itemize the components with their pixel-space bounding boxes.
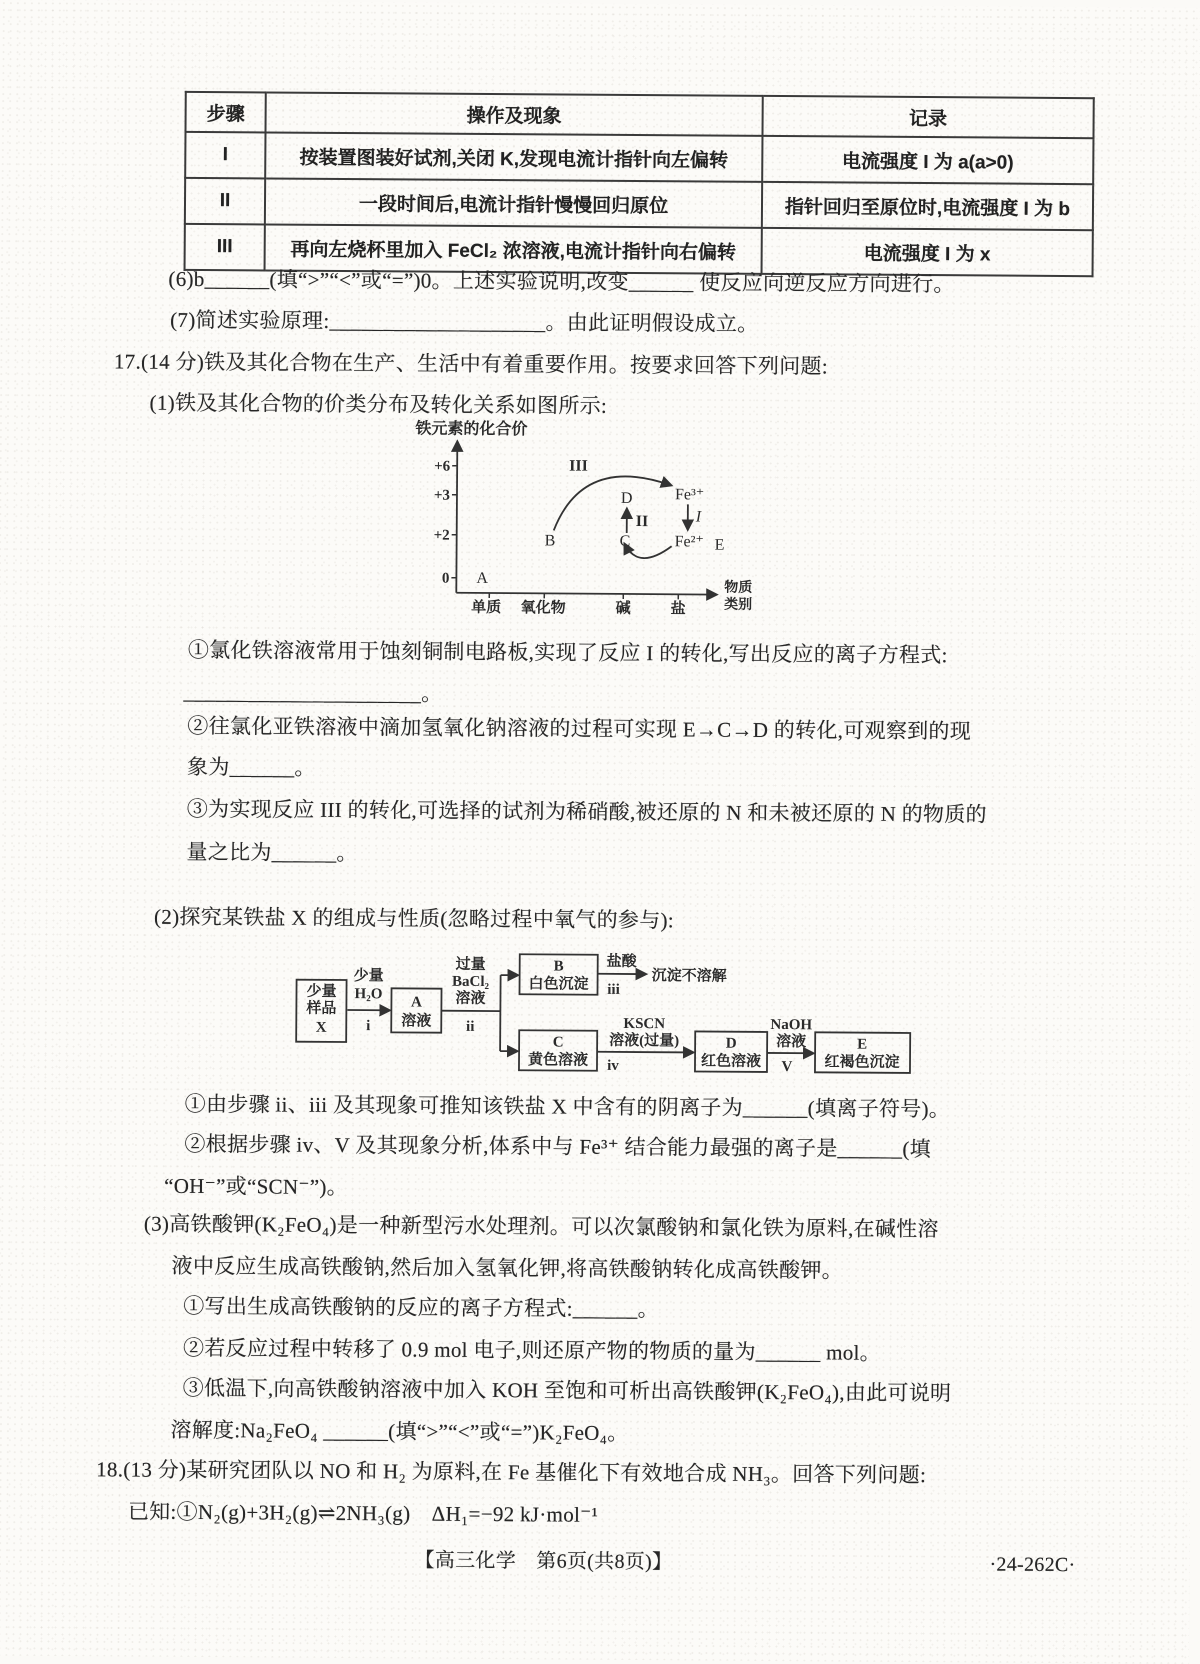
step-iv-reagent-line2: 溶液(过量): [609, 1031, 679, 1049]
part1-item3-line2: 量之比为______。: [186, 839, 357, 866]
box-b-line2: 白色沉淀: [528, 974, 588, 992]
step-v-reagent-line2: 溶液: [776, 1032, 806, 1050]
point-d: D: [621, 490, 633, 507]
part1-item1-blank: ______________________。: [183, 679, 442, 707]
chart-y-axis-title: 铁元素的化合价: [414, 418, 527, 438]
reaction-ii-label: II: [636, 513, 649, 530]
x-tick-label: 碱: [616, 600, 631, 617]
x-tick-label: 盐: [671, 599, 686, 617]
step-v-number: V: [782, 1059, 793, 1075]
box-d-line2: 红色溶液: [701, 1051, 761, 1069]
reaction-iii-label: III: [569, 458, 588, 475]
question-17-part2: (2)探究某铁盐 X 的组成与性质(忽略过程中氧气的参与):: [154, 904, 674, 934]
part3-item3-line2: 溶解度:Na₂FeO₄ ______(填“>”“<”或“=”)K₂FeO₄。: [170, 1417, 628, 1446]
part2-item1-line: ①由步骤 ii、iii 及其现象可推知该铁盐 X 中含有的阴离子为______(填离子符号)。: [185, 1091, 951, 1123]
iron-salt-flow-diagram: [273, 950, 919, 1084]
part1-item3-line1: ③为实现反应 III 的转化,可选择的试剂为稀硝酸,被还原的 N 和未被还原的 N 的物质的: [187, 796, 987, 828]
y-tick-label: +2: [434, 528, 450, 544]
page-footer-center: 【高三化学 第6页(共8页)】: [414, 1549, 672, 1576]
part1-item2-line1: ②往氯化亚铁溶液中滴加氢氧化钠溶液的过程可实现 E→C→D 的转化,可观察到的现: [187, 713, 971, 745]
box-a-line2: 溶液: [401, 1011, 431, 1029]
question-17-part3-line2: 液中反应生成高铁酸钠,然后加入氢氧化钾,将高铁酸钠转化成高铁酸钾。: [171, 1253, 843, 1284]
part3-item2-line: ②若反应过程中转移了 0.9 mol 电子,则还原产物的物质的量为______ mol。: [183, 1335, 881, 1366]
table-header-row: [186, 92, 1094, 138]
step-i-reagent-line2: H₂O: [355, 986, 383, 1002]
step-ii-reagent-line3: 溶液: [455, 989, 485, 1007]
question-17-part3-line1: (3)高铁酸钾(K₂FeO₄)是一种新型污水处理剂。可以次氯酸钠和氯化铁为原料,在碱性溶: [144, 1211, 939, 1243]
question-18-known-equation: 已知:①N₂(g)+3H₂(g)⇌2NH₃(g) ΔH₁=−92 kJ·mol⁻¹: [128, 1499, 598, 1529]
question-17-intro: 17.(14 分)铁及其化合物在生产、生活中有着重要作用。按要求回答下列问题:: [114, 348, 828, 379]
x-axis: [456, 593, 716, 595]
box-sample-x-line2: 样品: [305, 999, 336, 1017]
reaction-iii-arrow: [554, 476, 671, 531]
result-precipitate-insoluble: 沉淀不溶解: [652, 966, 727, 985]
step-ii-reagent-line2: BaCl₂: [452, 974, 490, 990]
record-cell: 指针回归至原位时,电流强度 I 为 b: [762, 182, 1093, 230]
operation-cell: 再向左烧杯里加入 FeCl₂ 浓溶液,电流计指针向右偏转: [265, 224, 762, 273]
part3-item1-line: ①写出生成高铁酸钠的反应的离子方程式:______。: [183, 1293, 659, 1323]
y-tick-label: +6: [434, 459, 451, 475]
part2-item2-line1: ②根据步骤 iv、V 及其现象分析,体系中与 Fe³⁺ 结合能力最强的离子是______(填: [184, 1131, 931, 1162]
table-header-record: 记录: [762, 96, 1093, 138]
experiment-record-table: [184, 91, 1095, 277]
y-tick-label: 0: [442, 571, 450, 587]
step-cell: II: [185, 178, 265, 225]
x-tick-label: 单质: [471, 598, 501, 616]
iron-valence-chart: [386, 417, 787, 625]
scan-artifact-smudge: [1109, 0, 1200, 38]
box-sample-x-line3: X: [316, 1020, 327, 1036]
box-e-line2: 红褐色沉淀: [824, 1052, 899, 1071]
step-iv-reagent-line1: KSCN: [623, 1016, 665, 1032]
question-6-line: (6)b______(填“>”“<”或“=”)0。上述实验说明,改变______ 使反应向逆反应方向进行。: [168, 266, 954, 298]
part3-item3-line1: ③低温下,向高铁酸钠溶液中加入 KOH 至饱和可析出高铁酸钾(K₂FeO₄),由此可说明: [183, 1375, 952, 1407]
point-fe2plus: Fe²⁺: [675, 533, 704, 550]
step-iii-reagent: 盐酸: [607, 952, 638, 970]
step-i-reagent-line1: 少量: [354, 966, 384, 984]
question-17-part1: (1)铁及其化合物的价类分布及转化关系如图所示:: [150, 390, 608, 419]
y-axis: [456, 442, 457, 593]
step-iv-number: iv: [607, 1058, 619, 1074]
x-axis-title-line1: 物质: [724, 579, 752, 596]
reaction-i-label: I: [695, 508, 702, 525]
point-c: C: [620, 533, 631, 550]
question-18-intro: 18.(13 分)某研究团队以 NO 和 H₂ 为原料,在 Fe 基催化下有效地合成 NH₃。回答下列问题:: [96, 1456, 926, 1488]
page-footer-code: ·24-262C·: [989, 1553, 1075, 1579]
record-cell: 电流强度 I 为 a(a>0): [762, 136, 1093, 184]
step-iv-arrow: [597, 1052, 693, 1053]
step-iii-number: iii: [607, 982, 620, 998]
operation-cell: 一段时间后,电流计指针慢慢回归原位: [265, 178, 762, 227]
box-c-line2: 黄色溶液: [528, 1050, 588, 1068]
box-sample-x-line1: 少量: [306, 982, 336, 1000]
x-tick-label: 氧化物: [521, 598, 566, 616]
step-v-reagent-line1: NaOH: [770, 1017, 812, 1033]
part1-item2-line2: 象为______。: [187, 754, 316, 781]
fe2-to-c-arrow: [625, 544, 672, 558]
fork-line: [500, 975, 501, 1051]
question-7-line: (7)简述实验原理:____________________。由此证明假设成立。: [170, 307, 758, 337]
operation-cell: 按装置图装好试剂,关闭 K,发现电流计指针向左偏转: [265, 132, 762, 181]
step-cell: I: [185, 132, 265, 179]
table-header-operation: 操作及现象: [265, 92, 762, 135]
box-d-line1: D: [726, 1036, 737, 1052]
box-e-line1: E: [857, 1037, 867, 1053]
table-row: [185, 132, 1093, 184]
part2-item2-line2: “OH⁻”或“SCN⁻”)。: [164, 1173, 348, 1201]
step-ii-number: ii: [466, 1019, 474, 1035]
part1-item1-line1: ①氯化铁溶液常用于蚀刻铜制电路板,实现了反应 I 的转化,写出反应的离子方程式:: [188, 637, 948, 669]
point-fe3plus: Fe³⁺: [675, 486, 704, 503]
table-row: [185, 178, 1093, 230]
box-a-line1: A: [411, 994, 422, 1010]
step-ii-reagent-line1: 过量: [455, 955, 486, 973]
x-axis-title-line2: 类别: [724, 596, 752, 613]
point-a: A: [476, 570, 488, 587]
point-e: E: [715, 537, 725, 554]
box-b-line1: B: [554, 958, 564, 974]
box-c-line1: C: [553, 1034, 564, 1050]
y-tick-label: +3: [434, 488, 450, 504]
step-i-number: i: [366, 1018, 370, 1034]
step-cell: III: [185, 224, 265, 271]
record-cell: 电流强度 I 为 x: [762, 228, 1093, 276]
table-header-step: 步骤: [186, 92, 266, 133]
point-b: B: [545, 532, 556, 549]
